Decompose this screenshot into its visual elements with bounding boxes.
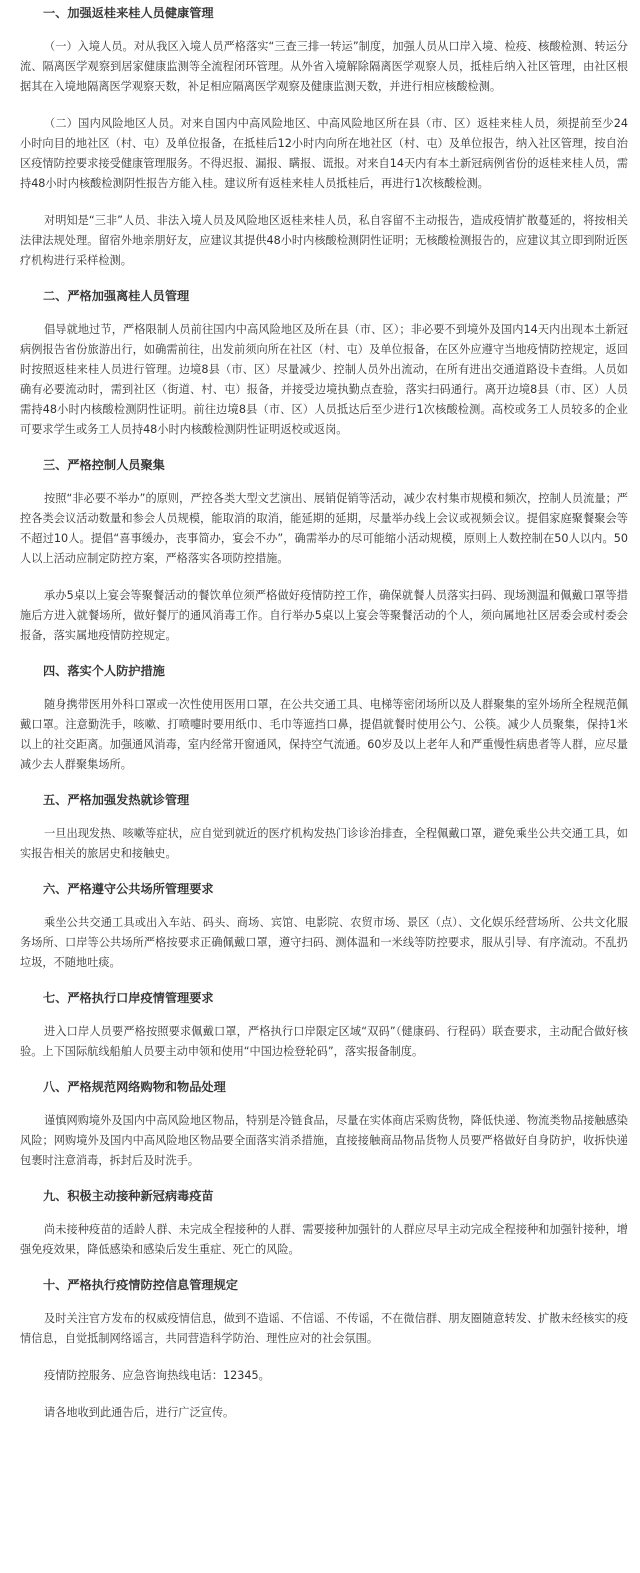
section-5-heading: 五、严格加强发热就诊管理 bbox=[43, 793, 190, 807]
section-6-heading: 六、严格遵守公共场所管理要求 bbox=[43, 882, 214, 896]
section-3-paragraph-1: 按照“非必要不举办”的原则，严控各类大型文艺演出、展销促销等活动，减少农村集市规模和频次，控制人员流量；严控各类会议活动数量和参会人员规模，能取消的取消，能延期的延期，尽量举办线上会议或视频会议。提倡家庭聚餐聚会等不超过10人。提倡“喜事缓办，丧事简办，宴会不办”，确需举办的尽可能缩小活动规模，原则上人数控制在50人以内。50人以上活动应制定防控方案，严格落实各项防控措施。 bbox=[20, 492, 628, 565]
section-6-paragraph-1: 乘坐公共交通工具或出入车站、码头、商场、宾馆、电影院、农贸市场、景区（点）、文化娱乐经营场所、公共文化服务场所、口岸等公共场所严格按要求正确佩戴口罩，遵守扫码、测体温和一米线等防控要求，服从引导、有序流动。不乱扔垃圾，不随地吐痰。 bbox=[20, 916, 628, 969]
section-2-paragraph-1: 倡导就地过节，严格限制人员前往国内中高风险地区及所在县（市、区）；非必要不到境外及国内14天内出现本土新冠病例报告省份旅游出行，如确需前往，出发前须向所在社区（村、屯）及单位报备，在区外应遵守当地疫情防控规定，返回时按照返桂来桂人员进行管理。边境8县（市、区）尽量减少、控制人员外出流动，在所有进出交通道路设卡查缉。人员如确有必要流动时，需到社区（街道、村、屯）报备，并接受边境执勤点查验，落实扫码通行。离开边境8县（市、区）人员需持48小时内核酸检测阴性证明。前往边境8县（市、区）人员抵达后至少进行1次核酸检测。高校或务工人员较多的企业可要求学生或务工人员持48小时内核酸检测阴性证明返校或返岗。 bbox=[20, 323, 628, 436]
section-10-heading: 十、严格执行疫情防控信息管理规定 bbox=[43, 1278, 238, 1292]
section-7-heading: 七、严格执行口岸疫情管理要求 bbox=[43, 991, 214, 1005]
section-3-heading: 三、严格控制人员聚集 bbox=[43, 458, 165, 472]
section-1-paragraph-2: （二）国内风险地区人员。对来自国内中高风险地区、中高风险地区所在县（市、区）返桂来桂人员，须提前至少24小时向目的地社区（村、屯）及单位报备，在抵桂后12小时内向所在地社区（村、屯）及单位报告，纳入社区管理，按自治区疫情防控要求接受健康管理服务。不得迟报、漏报、瞒报、谎报。对来自14天内有本土新冠病例省份的返桂来桂人员，需持48小时内核酸检测阴性报告方能入桂。建议所有返桂来桂人员抵桂后，再进行1次核酸检测。 bbox=[20, 117, 628, 190]
closing-paragraph: 请各地收到此通告后，进行广泛宣传。 bbox=[44, 1406, 235, 1419]
section-8-heading: 八、严格规范网络购物和物品处理 bbox=[43, 1080, 226, 1094]
section-3-paragraph-2: 承办5桌以上宴会等聚餐活动的餐饮单位须严格做好疫情防控工作，确保就餐人员落实扫码、现场测温和佩戴口罩等措施后方进入就餐场所，做好餐厅的通风消毒工作。自行举办5桌以上宴会等聚餐活动的个人，须向属地社区居委会或村委会报备，落实属地疫情防控规定。 bbox=[20, 589, 628, 642]
section-1-paragraph-1: （一）入境人员。对从我区入境人员严格落实“三查三排一转运”制度，加强人员从口岸入境、检疫、核酸检测、转运分流、隔离医学观察到居家健康监测等全流程闭环管理。从外省入境解除隔离医学观察人员，抵桂后纳入社区管理，由社区根据其在入境地隔离医学观察天数，补足相应隔离医学观察及健康监测天数，并进行相应核酸检测。 bbox=[20, 40, 628, 93]
section-9-heading: 九、积极主动接种新冠病毒疫苗 bbox=[43, 1189, 214, 1203]
section-7-paragraph-1: 进入口岸人员要严格按照要求佩戴口罩，严格执行口岸限定区域“双码”（健康码、行程码）联查要求，主动配合做好核验。上下国际航线船舶人员要主动申领和使用“中国边检登轮码”，落实报备制度。 bbox=[20, 1025, 628, 1058]
section-1-heading: 一、加强返桂来桂人员健康管理 bbox=[43, 6, 214, 20]
section-1-paragraph-3: 对明知是“三非”人员、非法入境人员及风险地区返桂来桂人员，私自容留不主动报告，造成疫情扩散蔓延的，将按相关法律法规处理。留宿外地亲朋好友，应建议其提供48小时内核酸检测阴性证明；无核酸检测报告的，应建议其立即到附近医疗机构进行采样检测。 bbox=[20, 214, 628, 267]
section-2-heading: 二、严格加强离桂人员管理 bbox=[43, 289, 190, 303]
hotline-paragraph: 疫情防控服务、应急咨询热线电话：12345。 bbox=[44, 1369, 270, 1382]
section-10-paragraph-1: 及时关注官方发布的权威疫情信息，做到不造谣、不信谣、不传谣，不在微信群、朋友圈随意转发、扩散未经核实的疫情信息，自觉抵制网络谣言，共同营造科学防治、理性应对的社会氛围。 bbox=[20, 1312, 628, 1345]
section-5-paragraph-1: 一旦出现发热、咳嗽等症状，应自觉到就近的医疗机构发热门诊诊治排查，全程佩戴口罩，避免乘坐公共交通工具，如实报告相关的旅居史和接触史。 bbox=[20, 827, 628, 860]
section-4-paragraph-1: 随身携带医用外科口罩或一次性使用医用口罩，在公共交通工具、电梯等密闭场所以及人群聚集的室外场所全程规范佩戴口罩。注意勤洗手，咳嗽、打喷嚏时要用纸巾、毛巾等遮挡口鼻，提倡就餐时使用公勺、公筷。减少人员聚集，保持1米以上的社交距离。加强通风消毒，室内经常开窗通风，保持空气流通。60岁及以上老年人和严重慢性病患者等人群，应尽量减少去人群聚集场所。 bbox=[20, 698, 628, 771]
section-4-heading: 四、落实个人防护措施 bbox=[43, 664, 165, 678]
section-9-paragraph-1: 尚未接种疫苗的适龄人群、未完成全程接种的人群、需要接种加强针的人群应尽早主动完成全程接种和加强针接种，增强免疫效果，降低感染和感染后发生重症、死亡的风险。 bbox=[20, 1223, 628, 1256]
section-8-paragraph-1: 谨慎网购境外及国内中高风险地区物品，特别是冷链食品，尽量在实体商店采购货物，降低快递、物流类物品接触感染风险；网购境外及国内中高风险地区物品要全面落实消杀措施，直接接触商品物品货物人员要严格做好自身防护，收拆快递包裹时注意消毒，拆封后及时洗手。 bbox=[20, 1114, 628, 1167]
